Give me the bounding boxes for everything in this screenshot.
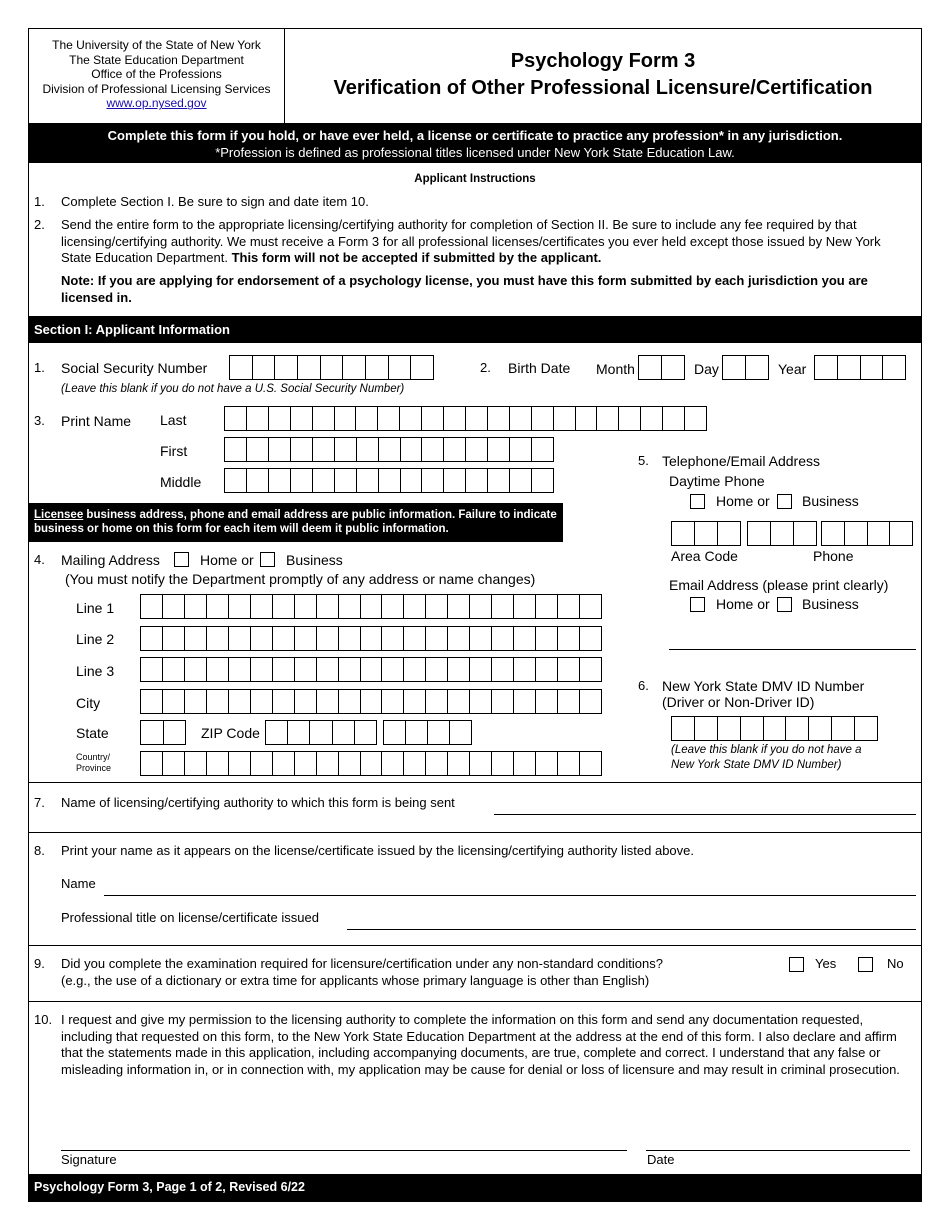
field-number: 5. <box>638 453 649 468</box>
divider <box>29 945 921 946</box>
home-or-label: Home or <box>716 596 770 612</box>
email-input[interactable] <box>669 649 916 650</box>
phone-business-checkbox[interactable] <box>777 494 792 509</box>
form-title: Psychology Form 3 <box>510 50 696 72</box>
field-number: 7. <box>34 795 45 810</box>
year-label: Year <box>778 361 807 377</box>
month-label: Month <box>596 361 635 377</box>
home-or-label: Home or <box>200 552 254 568</box>
print-name-instruction: Print your name as it appears on the license/certificate issued by the licensing/certifying authority listed above. <box>61 843 695 858</box>
professional-title-label: Professional title on license/certificate issued <box>61 910 319 925</box>
telephone-email-label: Telephone/Email Address <box>662 453 820 469</box>
agency-line: Division of Professional Licensing Services <box>42 81 271 96</box>
website-link[interactable]: www.op.nysed.gov <box>106 96 207 111</box>
day-label: Day <box>694 361 719 377</box>
email-home-checkbox[interactable] <box>690 597 705 612</box>
agency-line: Office of the Professions <box>91 67 222 82</box>
public-info-notice <box>29 503 563 542</box>
email-business-checkbox[interactable] <box>777 597 792 612</box>
last-name-input[interactable] <box>224 406 707 431</box>
address-line3-input[interactable] <box>140 657 602 682</box>
state-input[interactable] <box>140 720 186 745</box>
instruction-2-text: Send the entire form to the appropriate licensing/certifying authority for completion of Section II. Be sure to include any fee required by that licensing/certifying authority. We must receive a Form 3 for all professional licenses/certificates you ever held except those issued by New York State Education Department. <box>61 217 881 265</box>
zip-input[interactable] <box>265 720 377 745</box>
instruction-2-bold: This form will not be accepted if submitted by the applicant. <box>231 250 602 265</box>
exam-yes-checkbox[interactable] <box>789 957 804 972</box>
instructions-heading: Applicant Instructions <box>414 173 536 185</box>
signature-label: Signature <box>61 1152 117 1167</box>
divider <box>29 832 921 833</box>
ssn-hint: (Leave this blank if you do not have a U.S. Social Security Number) <box>61 383 405 395</box>
address-line2-input[interactable] <box>140 626 602 651</box>
middle-name-input[interactable] <box>224 468 554 493</box>
zip-plus4-input[interactable] <box>383 720 472 745</box>
city-input[interactable] <box>140 689 602 714</box>
line2-label: Line 2 <box>76 631 115 647</box>
authority-input[interactable] <box>494 814 916 815</box>
exam-no-checkbox[interactable] <box>858 957 873 972</box>
instruction-note: Note: If you are applying for endorsement of a psychology license, you must have this form submitted by each jurisdiction you are licensed in. <box>61 273 868 305</box>
field-number: 2. <box>480 360 491 375</box>
professional-title-input[interactable] <box>347 929 916 930</box>
field-number: 4. <box>34 552 45 567</box>
section-1-title: Section I: Applicant Information <box>29 316 921 343</box>
notice-text: business address, phone and email address are public information. Failure to indicate business or home on this form for each item will deem it public information. <box>34 509 557 535</box>
form-title-block <box>285 48 921 102</box>
agency-line: The State Education Department <box>69 52 244 67</box>
divider <box>29 1001 921 1002</box>
home-or-label: Home or <box>716 493 770 509</box>
country-label: Country/ Province <box>76 752 112 773</box>
exam-example: (e.g., the use of a dictionary or extra time for applicants whose primary language is other than English) <box>61 973 650 988</box>
field-number: 10. <box>34 1012 53 1027</box>
country-input[interactable] <box>140 751 602 776</box>
date-line[interactable] <box>646 1150 910 1151</box>
instruction-2 <box>61 217 913 267</box>
agency-block <box>29 29 285 123</box>
no-label: No <box>887 956 904 971</box>
city-label: City <box>76 695 101 711</box>
phone-prefix-input[interactable] <box>747 521 817 546</box>
middle-name-label: Middle <box>160 474 202 490</box>
declaration-text: I request and give my permission to the licensing authority to complete the information on this form and send any documentation requested, including that requested on this form, to the New York State Education Department at the address at the end of this form. I also declare and affirm that the statements made in this application, including accompanying documents, are true, complete and correct. I understand that any false or misleading information in, or in connection with, my application may be cause for denial or loss of licensure and may result in criminal prosecution. <box>61 1012 900 1077</box>
field-number: 1. <box>34 360 45 375</box>
line3-label: Line 3 <box>76 663 115 679</box>
license-name-input[interactable] <box>104 895 916 896</box>
print-name-label: Print Name <box>61 413 132 429</box>
zip-label: ZIP Code <box>201 725 260 741</box>
area-code-input[interactable] <box>671 521 741 546</box>
banner-line-2: *Profession is defined as professional titles licensed under New York State Education Law. <box>215 145 735 160</box>
area-code-label: Area Code <box>671 548 738 564</box>
dmv-label: New York State DMV ID Number <box>662 678 865 694</box>
exam-question: Did you complete the examination required for licensure/certification under any non-standard conditions? <box>61 956 663 971</box>
first-name-label: First <box>160 443 188 459</box>
field-number: 8. <box>34 843 45 858</box>
business-label: Business <box>802 493 859 509</box>
field-number: 3. <box>34 413 45 428</box>
address-line1-input[interactable] <box>140 594 602 619</box>
instruction-number: 2. <box>34 217 45 232</box>
birth-year-input[interactable] <box>814 355 906 380</box>
dmv-hint: (Leave this blank if you do not have a New York State DMV ID Number) <box>671 744 862 771</box>
first-name-input[interactable] <box>224 437 554 462</box>
field-number: 6. <box>638 678 649 693</box>
daytime-phone-label: Daytime Phone <box>669 473 765 489</box>
mailing-address-label: Mailing Address <box>61 552 160 568</box>
agency-line: The University of the State of New York <box>52 38 261 52</box>
dmv-sublabel: (Driver or Non-Driver ID) <box>662 694 815 710</box>
form-subtitle: Verification of Other Professional Licensure/Certification <box>333 77 873 99</box>
dmv-id-input[interactable] <box>671 716 878 741</box>
yes-label: Yes <box>815 956 837 971</box>
ssn-label: Social Security Number <box>61 360 208 376</box>
instruction-number: 1. <box>34 194 45 209</box>
field-number: 9. <box>34 956 45 971</box>
birth-day-input[interactable] <box>722 355 769 380</box>
phone-home-checkbox[interactable] <box>690 494 705 509</box>
state-label: State <box>76 725 109 741</box>
mail-business-checkbox[interactable] <box>260 552 275 567</box>
banner <box>29 123 921 163</box>
divider <box>29 782 921 783</box>
authority-label: Name of licensing/certifying authority to which this form is being sent <box>61 795 455 810</box>
date-label: Date <box>647 1152 675 1167</box>
mailing-hint: (You must notify the Department promptly of any address or name changes) <box>65 571 536 587</box>
phone-line-input[interactable] <box>821 521 913 546</box>
instruction-1: Complete Section I. Be sure to sign and date item 10. <box>61 194 369 209</box>
business-label: Business <box>286 552 343 568</box>
footer: Psychology Form 3, Page 1 of 2, Revised 6/22 <box>29 1174 921 1201</box>
last-name-label: Last <box>160 412 187 428</box>
email-label: Email Address (please print clearly) <box>669 577 889 593</box>
name-field-label: Name <box>61 876 96 891</box>
banner-line-1: Complete this form if you hold, or have ever held, a license or certificate to practice any profession* in any jurisdiction. <box>107 128 843 143</box>
business-label: Business <box>802 596 859 612</box>
phone-label: Phone <box>813 548 854 564</box>
birth-date-label: Birth Date <box>508 360 571 376</box>
notice-licensee: Licensee <box>34 509 84 521</box>
mail-home-checkbox[interactable] <box>174 552 189 567</box>
signature-line[interactable] <box>61 1150 627 1151</box>
line1-label: Line 1 <box>76 600 115 616</box>
birth-month-input[interactable] <box>638 355 685 380</box>
ssn-input[interactable] <box>229 355 434 380</box>
